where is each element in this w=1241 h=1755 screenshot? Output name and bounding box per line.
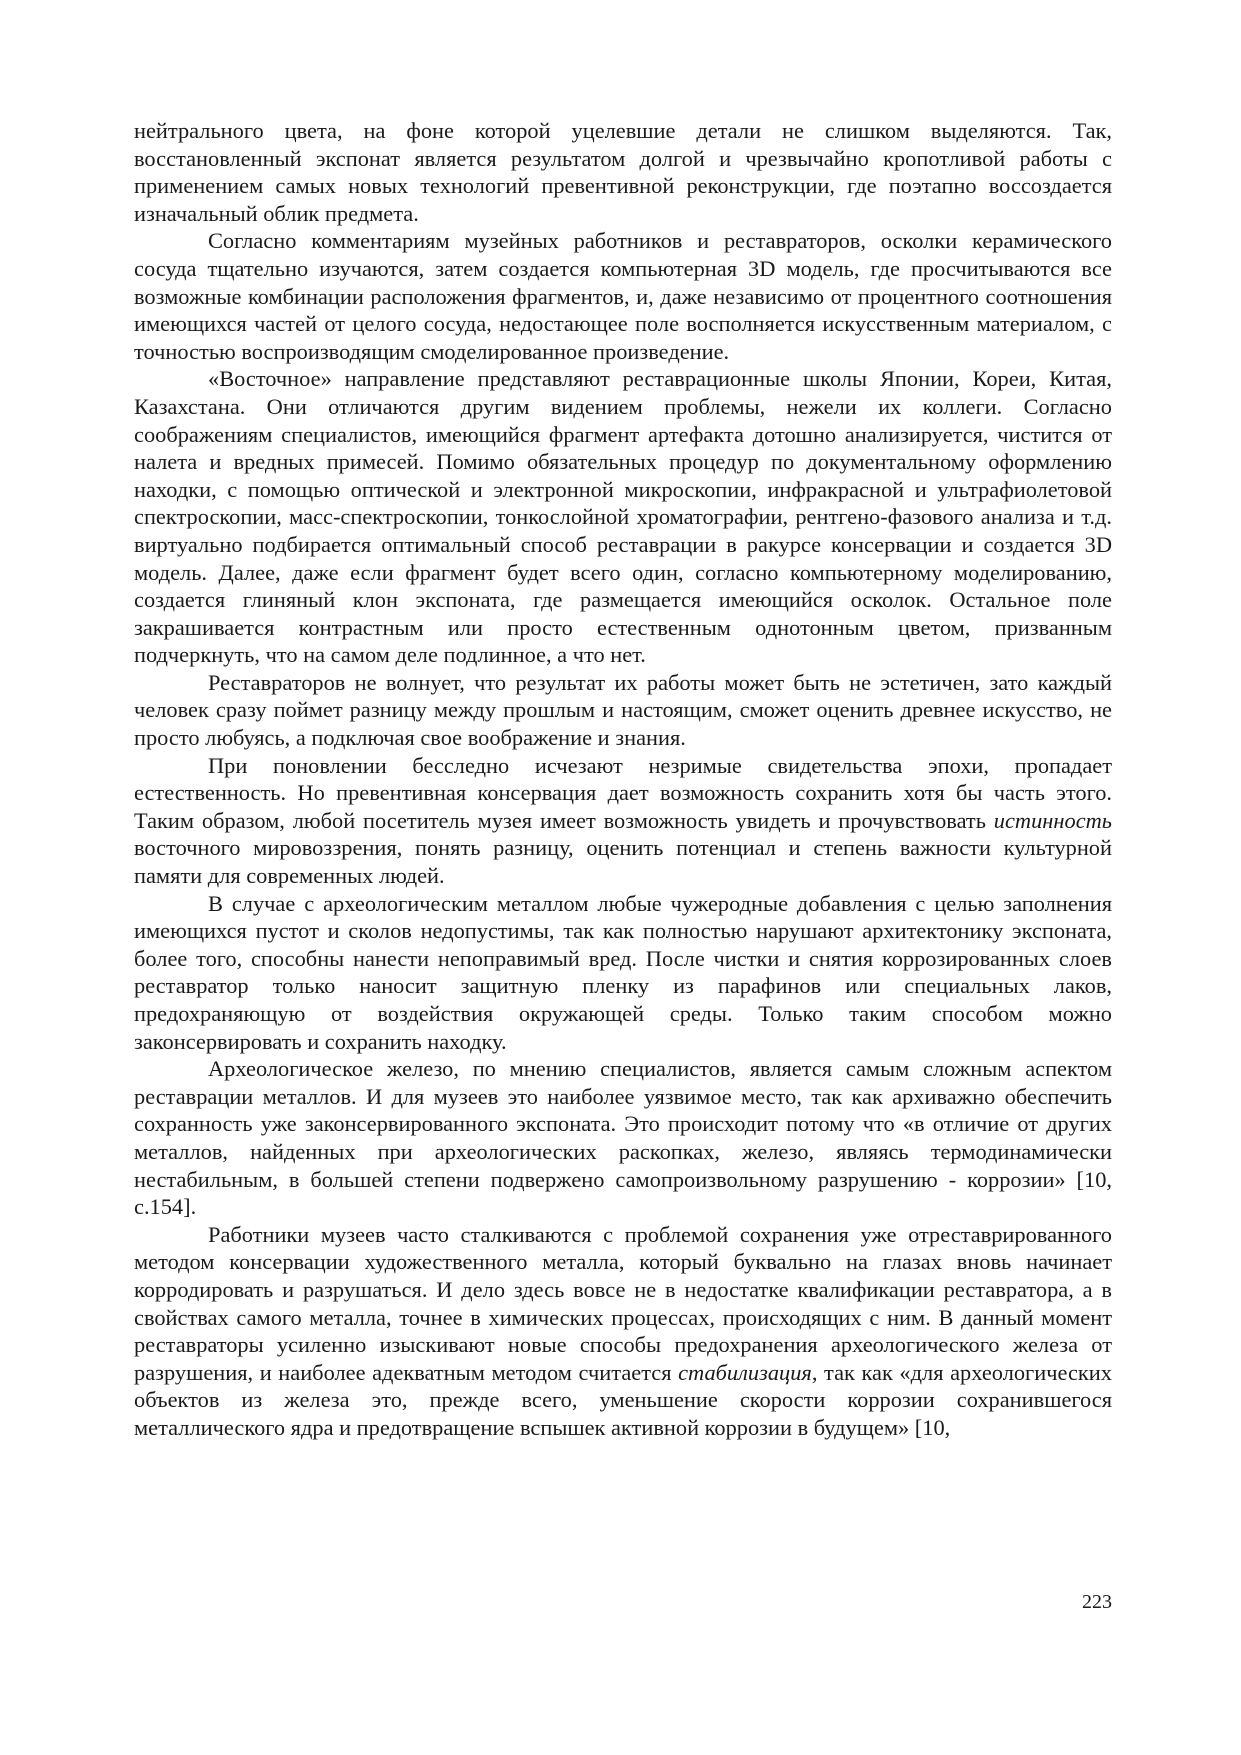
paragraph-7-text: Археологическое железо, по мнению специалистов, является самым сложным аспектом реставрации металлов. И для музеев это наиболее уязвимое место, так как архиважно обеспечить сохранность уже законсервированного экспоната. Это происходит потому что «в отличие от других металлов, найденных при археологических раскопках, железо, являясь термодинамически нестабильным, в большей степени подвержено самопроизвольному разрушению - коррозии» [10, с.154].: [134, 1056, 1112, 1220]
paragraph-7: [134, 1055, 1112, 1221]
paragraph-8-text-end: , так как «для археологических объектов из железа это, прежде всего, уменьшение скорости коррозии сохранившегося металлического ядра и предотвращение вспышек активной коррозии в будущем» [10,: [134, 1359, 1112, 1440]
italic-term-istinnost: истинность: [993, 807, 1112, 833]
paragraph-4: [134, 669, 1112, 752]
paragraph-5-text-end: восточного мировоззрения, понять разницу, оценить потенциал и степень важности культурной памяти для современных людей.: [134, 835, 1112, 889]
paragraph-3-text: «Восточное» направление представляют реставрационные школы Японии, Кореи, Китая, Казахстана. Они отличаются другим видением проблемы, нежели их коллеги. Согласно соображениям специалистов, имеющийся фрагмент артефакта дотошно анализируется, чистится от налета и вредных примесей. Помимо обязательных процедур по документальному оформлению находки, с помощью оптической и электронной микроскопии, инфракрасной и ультрафиолетовой спектроскопии, масс-спектроскопии, тонкослойной хроматографии, рентгено-фазового анализа и т.д. виртуально подбирается оптимальный способ реставрации в ракурсе консервации и создается 3D модель. Далее, даже если фрагмент будет всего один, согласно компьютерному моделированию, создается глиняный клон экспоната, где размещается имеющийся осколок. Остальное поле закрашивается контрастным или просто естественным однотонным цветом, призванным подчеркнуть, что на самом деле подлинное, а что нет.: [134, 366, 1112, 668]
page-body: [134, 117, 1112, 1442]
paragraph-6: [134, 890, 1112, 1056]
paragraph-6-text: В случае с археологическим металлом любые чужеродные добавления с целью заполнения имеющихся пустот и сколов недопустимы, так как полностью нарушают архитектонику экспоната, более того, способны нанести непоправимый вред. После чистки и снятия коррозированных слоев реставратор только наносит защитную пленку из парафинов или специальных лаков, предохраняющую от воздействия окружающей среды. Только таким способом можно законсервировать и сохранить находку.: [134, 890, 1112, 1054]
italic-term-stabilizatsiya: стабилизация: [678, 1359, 812, 1385]
paragraph-5-text-start: При поновлении бесследно исчезают незримые свидетельства эпохи, пропадает естественность. Но превентивная консервация дает возможность сохранить хотя бы часть этого. Таким образом, любой посетитель музея имеет возможность увидеть и прочувствовать: [134, 752, 1112, 833]
paragraph-1: [134, 117, 1112, 227]
paragraph-4-text: Реставраторов не волнует, что результат их работы может быть не эстетичен, зато каждый человек сразу поймет разницу между прошлым и настоящим, сможет оценить древнее искусство, не просто любуясь, а подключая свое воображение и знания.: [134, 669, 1112, 751]
paragraph-5: [134, 752, 1112, 890]
paragraph-1-text: нейтрального цвета, на фоне которой уцелевшие детали не слишком выделяются. Так, восстановленный экспонат является результатом долгой и чрезвычайно кропотливой работы с применением самых новых технологий превентивной реконструкции, где поэтапно воссоздается изначальный облик предмета.: [134, 118, 1112, 226]
paragraph-2: [134, 227, 1112, 365]
page-number: 223: [1082, 1591, 1112, 1613]
paragraph-8: [134, 1221, 1112, 1442]
paragraph-8-text-start: Работники музеев часто сталкиваются с проблемой сохранения уже отреставрированного методом консервации художественного металла, который буквально на глазах вновь начинает корродировать и разрушаться. И дело здесь вовсе не в недостатке квалификации реставратора, а в свойствах самого металла, точнее в химических процессах, происходящих с ним. В данный момент реставраторы усиленно изыскивают новые способы предохранения археологического железа от разрушения, и наиболее адекватным методом считается: [134, 1221, 1112, 1385]
paragraph-2-text: Согласно комментариям музейных работников и реставраторов, осколки керамического сосуда тщательно изучаются, затем создается компьютерная 3D модель, где просчитываются все возможные комбинации расположения фрагментов, и, даже независимо от процентного соотношения имеющихся частей от целого сосуда, недостающее поле восполняется искусственным материалом, с точностью воспроизводящим смоделированное произведение.: [134, 228, 1112, 364]
paragraph-3: [134, 365, 1112, 669]
